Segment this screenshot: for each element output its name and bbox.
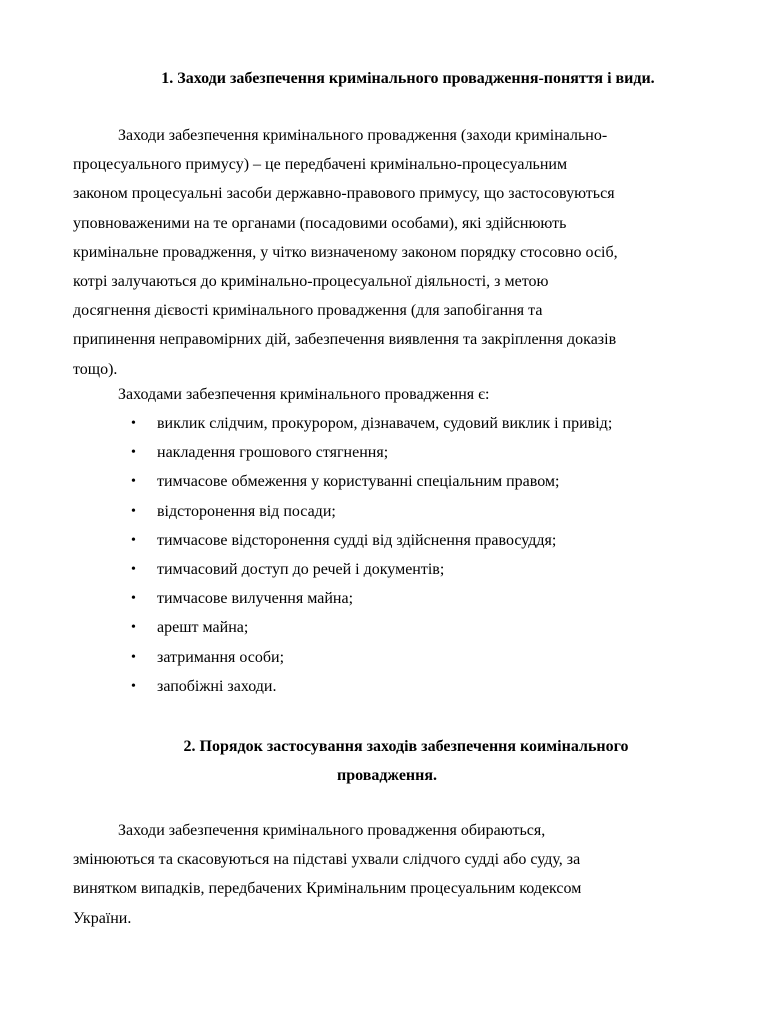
bullet-icon: • <box>131 561 136 577</box>
bullet-icon: • <box>131 591 136 607</box>
list-item <box>131 471 612 500</box>
paragraph-line: винятком випадків, передбачених Кримінальним процесуальним кодексом <box>73 880 582 898</box>
paragraph-line: законом процесуальні засоби державно-правового примусу, що застосовуються <box>73 185 615 203</box>
paragraph-line: досягнення дієвості кримінального провадження (для запобігання та <box>73 302 543 320</box>
list-item-text: тимчасове вилучення майна; <box>157 590 354 608</box>
paragraph-line: уповноваженими на те органами (посадовими особами), які здійснюють <box>73 214 567 232</box>
paragraph-line: котрі залучаються до кримінально-процесуальної діяльності, з метою <box>73 273 549 291</box>
heading-section-2 <box>0 732 768 790</box>
list-item-text: запобіжні заходи. <box>157 677 277 695</box>
list-item-text: виклик слідчим, прокурором, дізнавачем, судовий виклик і привід; <box>157 415 613 432</box>
list-item <box>131 530 612 559</box>
bullet-icon: • <box>131 678 136 694</box>
list-item-text: арешт майна; <box>157 619 249 637</box>
list-item-text: тимчасове обмеження у користуванні спеціальним правом; <box>157 473 560 491</box>
list-item-text: затримання особи; <box>157 648 285 666</box>
paragraph-line: припинення неправомірних дій, забезпечення виявлення та закріплення доказів <box>73 331 617 349</box>
list-item <box>131 413 612 442</box>
list-item <box>131 559 612 588</box>
paragraph-procedure <box>73 816 698 933</box>
list-item <box>131 617 612 646</box>
paragraph-line: змінюються та скасовуються на підставі ухвали слідчого судді або суду, за <box>73 851 581 869</box>
bullet-icon: • <box>131 416 136 431</box>
paragraph-line: України. <box>73 909 132 927</box>
bullet-icon: • <box>131 503 136 519</box>
paragraph-definition <box>73 121 698 384</box>
bullet-icon: • <box>131 445 136 461</box>
bullet-icon: • <box>131 620 136 636</box>
list-intro-text: Заходами забезпечення кримінального провадження є: <box>118 386 490 403</box>
list-item-text: тимчасовий доступ до речей і документів; <box>157 560 445 578</box>
list-item <box>131 676 612 705</box>
list-item <box>131 442 612 471</box>
list-item <box>131 588 612 617</box>
bullet-icon: • <box>131 649 136 665</box>
paragraph-line: Заходи забезпечення кримінального провадження (заходи кримінально- <box>118 127 608 144</box>
bullet-icon: • <box>131 474 136 490</box>
heading-section-1: 1. Заходи забезпечення кримінального провадження-поняття і види. <box>161 70 655 87</box>
measures-list <box>131 413 612 705</box>
list-item <box>131 647 612 676</box>
paragraph-line: тощо). <box>73 360 118 378</box>
heading-line: провадження. <box>336 767 438 784</box>
list-item-text: накладення грошового стягнення; <box>157 444 389 462</box>
paragraph-line: Заходи забезпечення кримінального провадження обираються, <box>118 822 546 839</box>
paragraph-line: кримінальне провадження, у чітко визначеному законом порядку стосовно осіб, <box>73 243 618 261</box>
list-item-text: відсторонення від посади; <box>157 502 336 520</box>
paragraph-line: процесуального примусу) – це передбачені кримінально-процесуальним <box>73 156 568 174</box>
list-item <box>131 501 612 530</box>
bullet-icon: • <box>131 532 136 548</box>
heading-line: 2. Порядок застосування заходів забезпечення коимінального <box>183 738 629 755</box>
list-item-text: тимчасове відсторонення судді від здійснення правосуддя; <box>157 531 557 549</box>
